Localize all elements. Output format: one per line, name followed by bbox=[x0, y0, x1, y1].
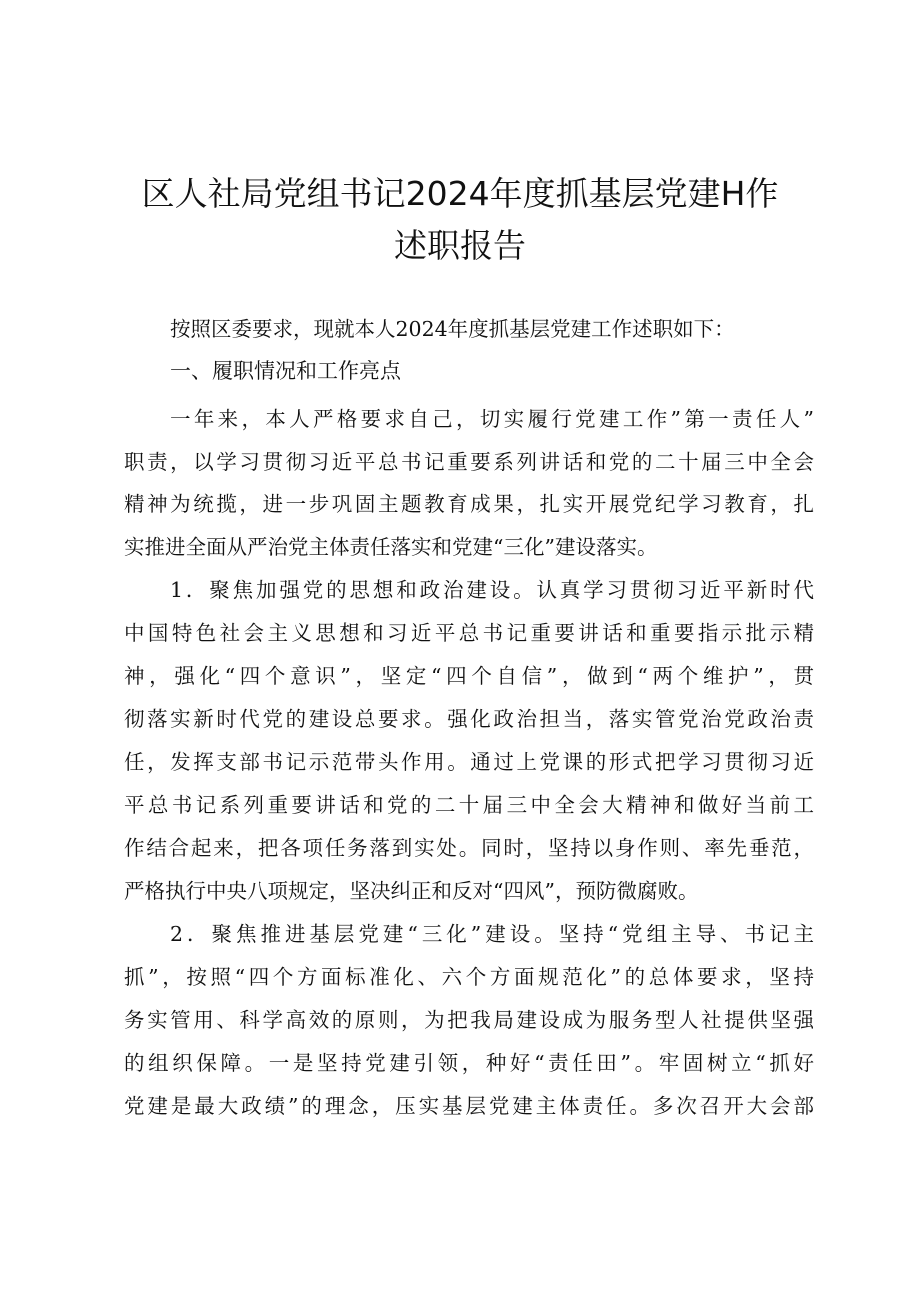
para2-line: 中国特色社会主义思想和习近平总书记重要讲话和重要指示批示精 bbox=[124, 621, 814, 645]
section-1-heading: 一、履职情况和工作亮点 bbox=[170, 359, 401, 383]
para3-line: 抓”，按照“四个方面标准化、六个方面规范化”的总体要求，坚持 bbox=[124, 965, 814, 989]
para1-line: 精神为统揽，进一步巩固主题教育成果，扎实开展党纪学习教育，扎 bbox=[124, 492, 814, 516]
document-title-line-1: 区人社局党组书记2024年度抓基层党建H作 bbox=[141, 174, 779, 213]
para1-line: 实推进全面从严治党主体责任落实和党建“三化”建设落实。 bbox=[124, 535, 658, 559]
para2-line: 神，强化“四个意识”，坚定“四个自信”，做到“两个维护”，贯 bbox=[124, 664, 814, 688]
para3-line: 党建是最大政绩”的理念，压实基层党建主体责任。多次召开大会部 bbox=[124, 1094, 814, 1118]
para2-line: 任，发挥支部书记示范带头作用。通过上党课的形式把学习贯彻习近 bbox=[124, 750, 814, 774]
para1-line: 职责，以学习贯彻习近平总书记重要系列讲话和党的二十届三中全会 bbox=[124, 450, 814, 474]
para2-line: 作结合起来，把各项任务落到实处。同时，坚持以身作则、率先垂范， bbox=[124, 836, 814, 860]
para3-line: 务实管用、科学高效的原则，为把我局建设成为服务型人社提供坚强 bbox=[124, 1008, 814, 1032]
para1-line: 一年来，本人严格要求自己，切实履行党建工作”第一责任人” bbox=[170, 407, 814, 431]
para3-line: 2．聚焦推进基层党建“三化”建设。坚持“党组主导、书记主 bbox=[170, 922, 814, 946]
document-title-line-2: 述职报告 bbox=[394, 226, 526, 265]
para2-line: 彻落实新时代党的建设总要求。强化政治担当，落实管党治党政治责 bbox=[124, 707, 814, 731]
para2-line: 1．聚焦加强党的思想和政治建设。认真学习贯彻习近平新时代 bbox=[170, 578, 814, 602]
para2-line: 严格执行中央八项规定，坚决纠正和反对“四风”，预防微腐败。 bbox=[124, 879, 699, 903]
para3-line: 的组织保障。一是坚持党建引领，种好“责任田”。牢固树立“抓好 bbox=[124, 1051, 814, 1075]
intro-paragraph: 按照区委要求，现就本人2024年度抓基层党建工作述职如下： bbox=[170, 317, 735, 341]
para2-line: 平总书记系列重要讲话和党的二十届三中全会大精神和做好当前工 bbox=[124, 793, 814, 817]
